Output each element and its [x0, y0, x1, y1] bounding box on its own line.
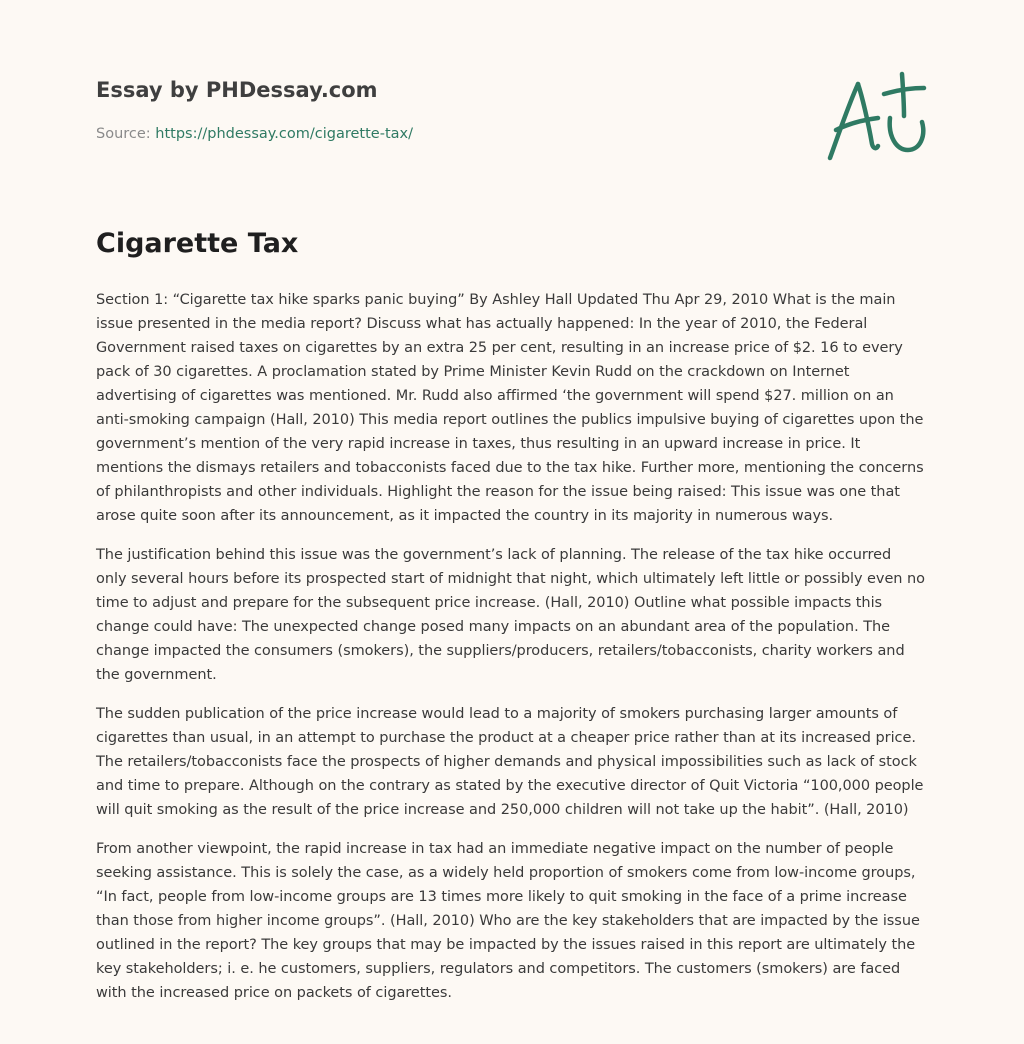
a-plus-logo[interactable] [820, 66, 930, 166]
article-paragraph-3: The sudden publication of the price increase would lead to a majority of smokers purchasing larger amounts of cigarettes than usual, in an attempt to purchase the product at a cheaper price rather than at its increased price. The retailers/tobacconists face the prospects of higher demands and physical impossibilities such as lack of stock and time to prepare. Although on the contrary as stated by the executive director of Quit Victoria “100,000 people will quit smoking as the result of the price increase and 250,000 children will not take up the habit”. (Hall, 2010) [96, 706, 924, 818]
article-paragraph-4: From another viewpoint, the rapid increase in tax had an immediate negative impact on the number of people seeking assistance. This is solely the case, as a widely held proportion of smokers come from low-income groups, “In fact, people from low-income groups are 13 times more likely to quit smoking in the face of a prime increase than those from higher income groups”. (Hall, 2010) Who are the key stakeholders that are impacted by the issue outlined in the report? The key groups that may be impacted by the issues raised in this report are ultimately the key stakeholders; i. e. he customers, suppliers, regulators and competitors. The customers (smokers) are faced with the increased price on packets of cigarettes. [96, 841, 920, 1001]
a-plus-logo-icon [820, 66, 930, 166]
source-line [96, 124, 796, 144]
article-paragraph-2: The justification behind this issue was the government’s lack of planning. The release of the tax hike occurred only several hours before its prospected start of midnight that night, which ultimately left little or possibly even no time to adjust and prepare for the subsequent price increase. (Hall, 2010) Outline what possible impacts this change could have: The unexpected change posed many impacts on an abundant area of the population. The change impacted the consumers (smokers), the suppliers/producers, retailers/tobacconists, charity workers and the government. [96, 547, 925, 683]
article-title: Cigarette Tax [96, 228, 299, 259]
site-title: Essay by PHDessay.com [96, 78, 378, 102]
article [96, 224, 926, 1020]
page-header [96, 76, 796, 144]
source-link[interactable]: https://phdessay.com/cigarette-tax/ [155, 126, 413, 142]
article-paragraph-1: Section 1: “Cigarette tax hike sparks panic buying” By Ashley Hall Updated Thu Apr 29, 2010 What is the main issue presented in the media report? Discuss what has actually happened: In the year of 2010, the Federal Government raised taxes on cigarettes by an extra 25 per cent, resulting in an increase price of $2. 16 to every pack of 30 cigarettes. A proclamation stated by Prime Minister Kevin Rudd on the crackdown on Internet advertising of cigarettes was mentioned. Mr. Rudd also affirmed ‘the government will spend $27. million on an anti-smoking campaign (Hall, 2010) This media report outlines the publics impulsive buying of cigarettes upon the government’s mention of the very rapid increase in taxes, thus resulting in an upward increase in price. It mentions the dismays retailers and tobacconists faced due to the tax hike. Further more, mentioning the concerns of philanthropists and other individuals. Highlight the reason for the issue being raised: This issue was one that arose quite soon after its announcement, as it impacted the country in its majority in numerous ways. [96, 292, 924, 524]
source-label: Source: [96, 126, 151, 142]
